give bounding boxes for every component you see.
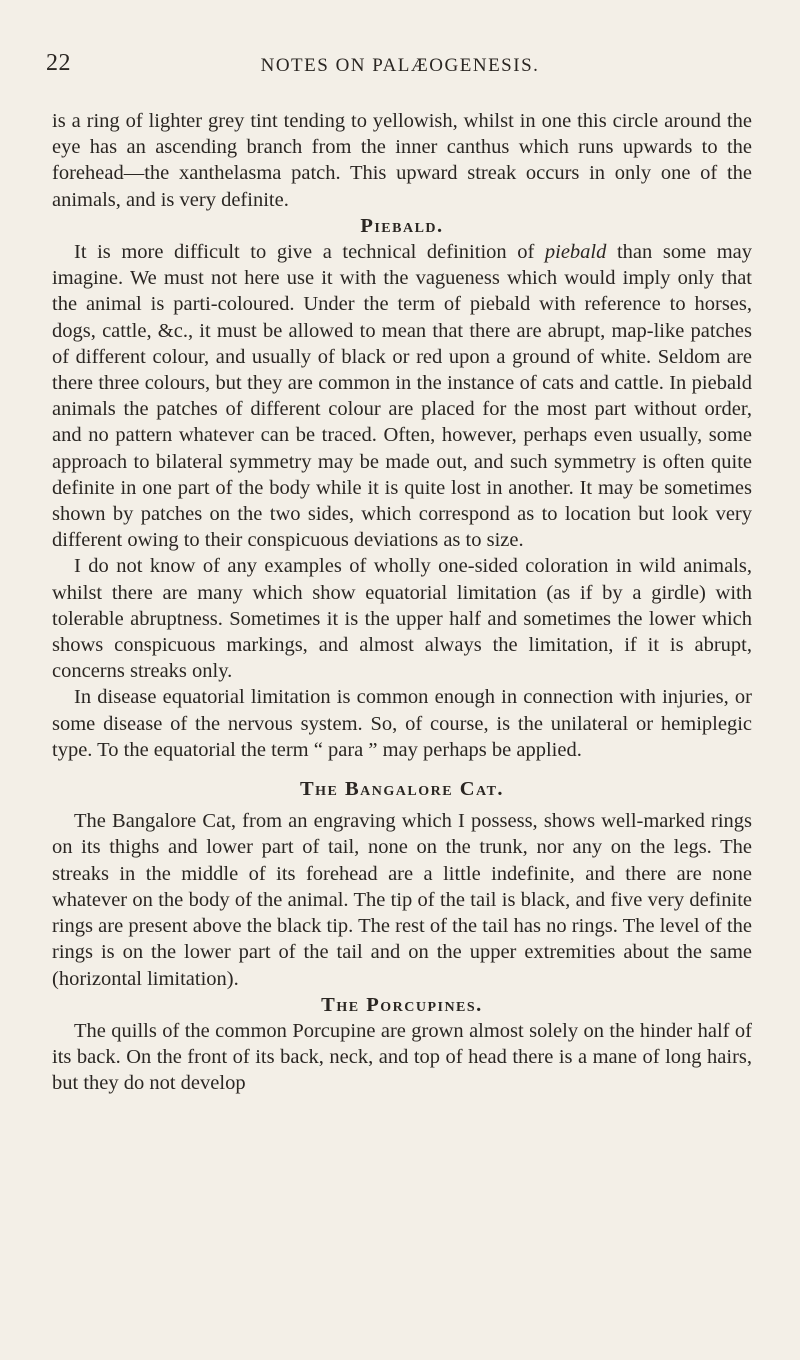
page-number: 22 xyxy=(46,50,71,76)
paragraph-piebald-2: I do not know of any examples of wholly one-sided coloration in wild animals, whilst there are many which show equatorial limitation (as if by a girdle) with tolerable abruptness. Sometimes it is the upper half and sometimes the lower which shows conspicuous markings, and almost always the limitation, if it is abrupt, concerns streaks only. xyxy=(52,555,752,683)
paragraph-porcupines: The quills of the common Porcupine are grown almost solely on the hinder half of its back. On the front of its back, neck, and top of head there is a mane of long hairs, but they do not develop xyxy=(52,1019,752,1095)
section-heading-bangalore-cat: The Bangalore Cat. xyxy=(299,778,505,801)
section-heading-piebald: Piebald. xyxy=(360,214,444,237)
text-run: It is more difficult to give a technical definition of xyxy=(74,241,545,264)
paragraph-piebald-3: In disease equatorial limitation is common enough in connection with injuries, or some disease of the nervous system. So, of course, is the unilateral or hemiplegic type. To the equatorial the term “ para ” may perhaps be applied. xyxy=(52,686,752,761)
emphasis-piebald: piebald xyxy=(544,241,607,264)
paragraph-continuation: is a ring of lighter grey tint tending to yellowish, whilst in one this circle around the eye has an ascending branch from the inner canthus which runs upwards to the forehead—the xanthelasma patch. This upward streak occurs in only one of the animals, and is very definite. xyxy=(52,110,752,211)
paragraph-piebald-1 xyxy=(52,239,752,553)
running-title: NOTES ON PALÆOGENESIS. xyxy=(260,55,540,76)
text-run: than some may imagine. We must not here use it with the vagueness which would imply only that the animal is parti-coloured. Under the term of piebald with reference to horses, dogs, cattle, &c., it must be allowed to mean that there are abrupt, map-like patches of different colour, and usually of black or red upon a ground of white. Seldom are there three colours, but they are common in the instance of cats and cattle. In piebald animals the patches of different colour are placed for the most part without order, and no pattern whatever can be traced. Often, however, perhaps even usually, some approach to bilateral symmetry may be made out, and such symmetry is often quite definite in one part of the body while it is quite lost in another. It may be sometimes shown by patches on the two sides, which correspond as to location but look very different owing to their conspicuous deviations as to size. xyxy=(52,241,752,552)
body-text xyxy=(52,108,752,1097)
section-heading-porcupines: The Porcupines. xyxy=(321,993,483,1016)
paragraph-bangalore-cat: The Bangalore Cat, from an engraving which I possess, shows well-marked rings on its thighs and lower part of tail, none on the trunk, nor any on the legs. The streaks in the middle of its forehead are a little indefinite, and there are none whatever on the body of the animal. The tip of the tail is black, and five very definite rings are present above the black tip. The rest of the tail has no rings. The level of the rings is on the lower part of the tail and on the upper extremities about the same (horizontal limitation). xyxy=(52,810,752,990)
